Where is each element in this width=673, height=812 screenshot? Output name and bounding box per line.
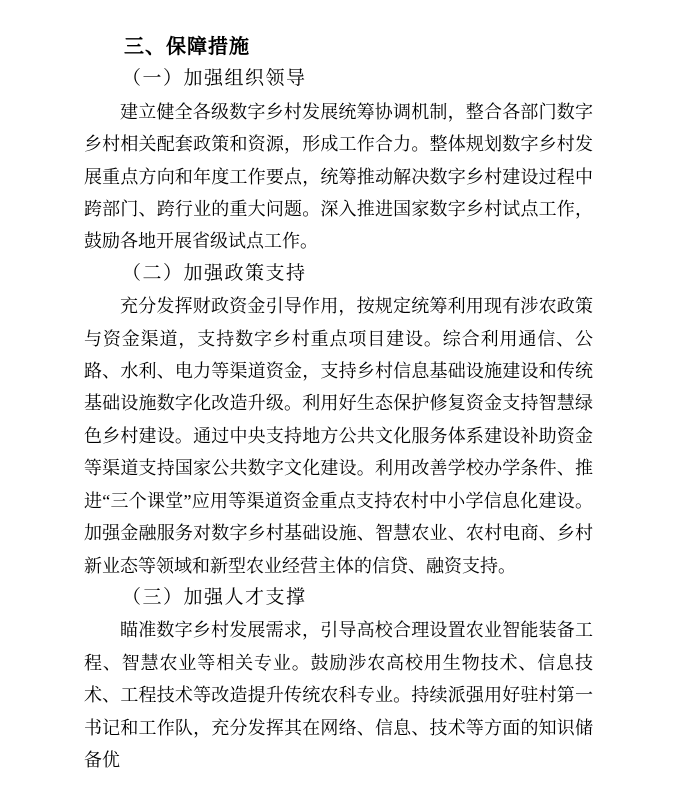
paragraph-organization: 建立健全各级数字乡村发展统筹协调机制，整合各部门数字乡村相关配套政策和资源，形成工作合力。整体规划数字乡村发展重点方向和年度工作要点，统筹推动解决数字乡村建设过程中跨部门、跨行业的重大问题。深入推进国家数字乡村试点工作，鼓励各地开展省级试点工作。 (84, 101, 593, 252)
paragraph-talent: 瞄准数字乡村发展需求，引导高校合理设置农业智能装备工程、智慧农业等相关专业。鼓励涉农高校用生物技术、信息技术、工程技术等改造提升传统农科专业。持续派强用好驻村第一书记和工作队，充分发挥其在网络、信息、技术等方面的知识储备优 (84, 620, 593, 770)
section-title: 三、保障措施 (124, 36, 250, 58)
subsection-heading-organization: （一）加强组织领导 (122, 68, 307, 90)
subsection-heading-policy: （二）加强政策支持 (122, 262, 307, 284)
paragraph-policy: 充分发挥财政资金引导作用，按规定统筹利用现有涉农政策与资金渠道，支持数字乡村重点项目建设。综合利用通信、公路、水利、电力等渠道资金，支持乡村信息基础设施建设和传统基础设施数字化改造升级。利用好生态保护修复资金支持智慧绿色乡村建设。通过中央支持地方公共文化服务体系建设补助资金等渠道支持国家公共数字文化建设。利用改善学校办学条件、推进“三个课堂”应用等渠道资金重点支持农村中小学信息化建设。加强金融服务对数字乡村基础设施、智慧农业、农村电商、乡村新业态等领域和新型农业经营主体的信贷、融资支持。 (84, 296, 593, 576)
subsection-heading-talent: （三）加强人才支撑 (122, 586, 307, 608)
